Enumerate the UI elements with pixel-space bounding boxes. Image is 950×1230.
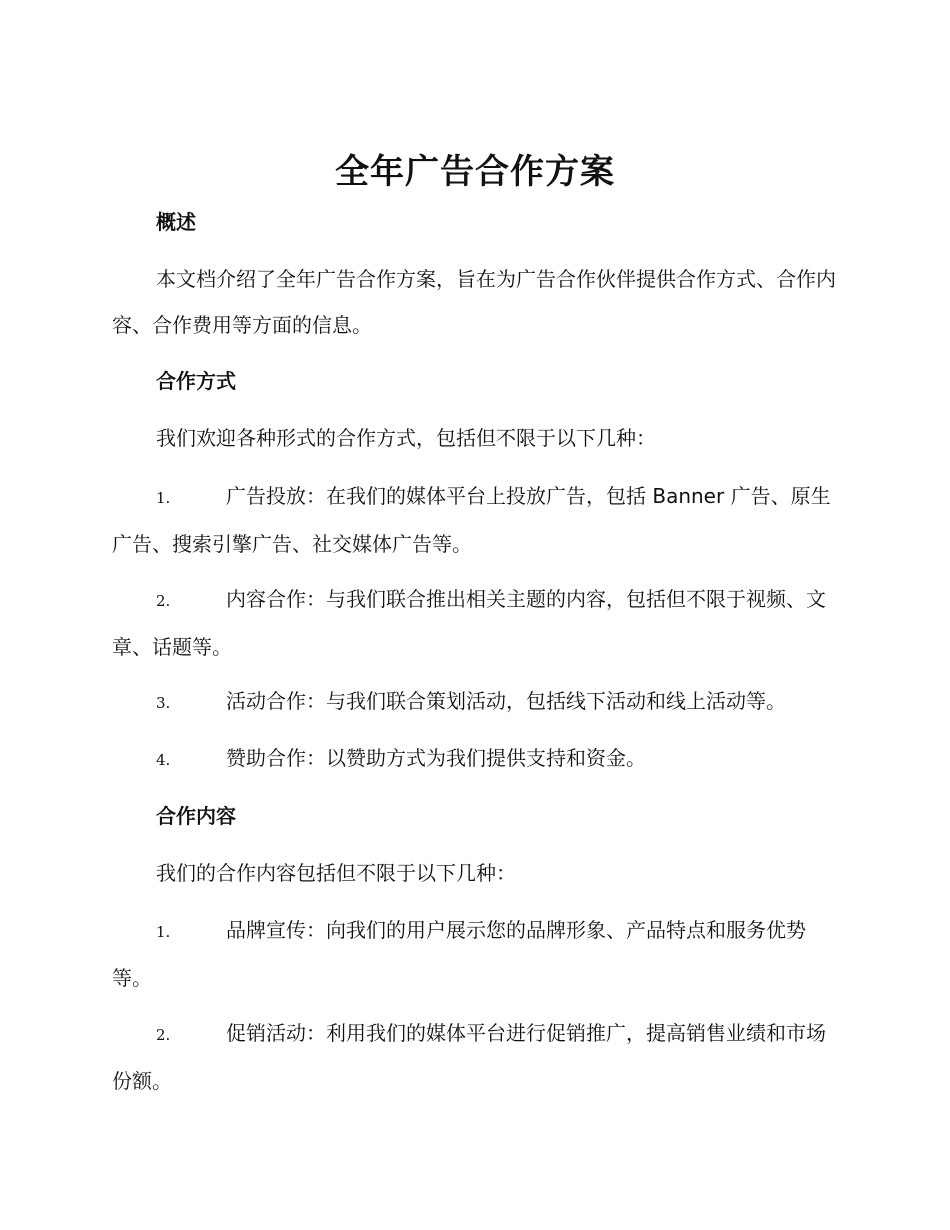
list-item (112, 576, 842, 670)
list-text: 促销活动：利用我们的媒体平台进行促销推广，提高销售业绩和市场份额。 (112, 1021, 826, 1093)
list-text: 广告投放：在我们的媒体平台上投放广告，包括 Banner 广告、原生广告、搜索引擎广告、社交媒体广告等。 (112, 484, 831, 556)
cooperation-content-intro: 我们的合作内容包括但不限于以下几种： (156, 861, 516, 885)
list-text: 品牌宣传：向我们的用户展示您的品牌形象、产品特点和服务优势等。 (112, 918, 806, 990)
list-number: 3. (156, 694, 171, 712)
list-item (112, 678, 842, 726)
list-number: 2. (156, 1026, 171, 1044)
list-number: 1. (156, 923, 171, 941)
list-text: 活动合作：与我们联合策划活动，包括线下活动和线上活动等。 (226, 689, 786, 713)
document-title: 全年广告合作方案 (335, 152, 615, 192)
list-item (112, 907, 842, 1001)
list-number: 2. (156, 592, 171, 610)
list-text: 内容合作：与我们联合推出相关主题的内容，包括但不限于视频、文章、话题等。 (112, 587, 826, 659)
cooperation-methods-intro: 我们欢迎各种形式的合作方式，包括但不限于以下几种： (156, 426, 656, 450)
list-item (112, 1010, 842, 1104)
list-number: 4. (156, 751, 171, 769)
section-heading-cooperation-methods: 合作方式 (156, 369, 236, 393)
section-heading-overview: 概述 (156, 210, 196, 234)
list-item (112, 735, 842, 783)
list-text: 赞助合作：以赞助方式为我们提供支持和资金。 (226, 746, 646, 770)
list-number: 1. (156, 489, 171, 507)
overview-paragraph: 本文档介绍了全年广告合作方案，旨在为广告合作伙伴提供合作方式、合作内容、合作费用等方面的信息。 (112, 267, 836, 337)
section-heading-cooperation-content: 合作内容 (156, 804, 236, 828)
list-item (112, 473, 842, 567)
